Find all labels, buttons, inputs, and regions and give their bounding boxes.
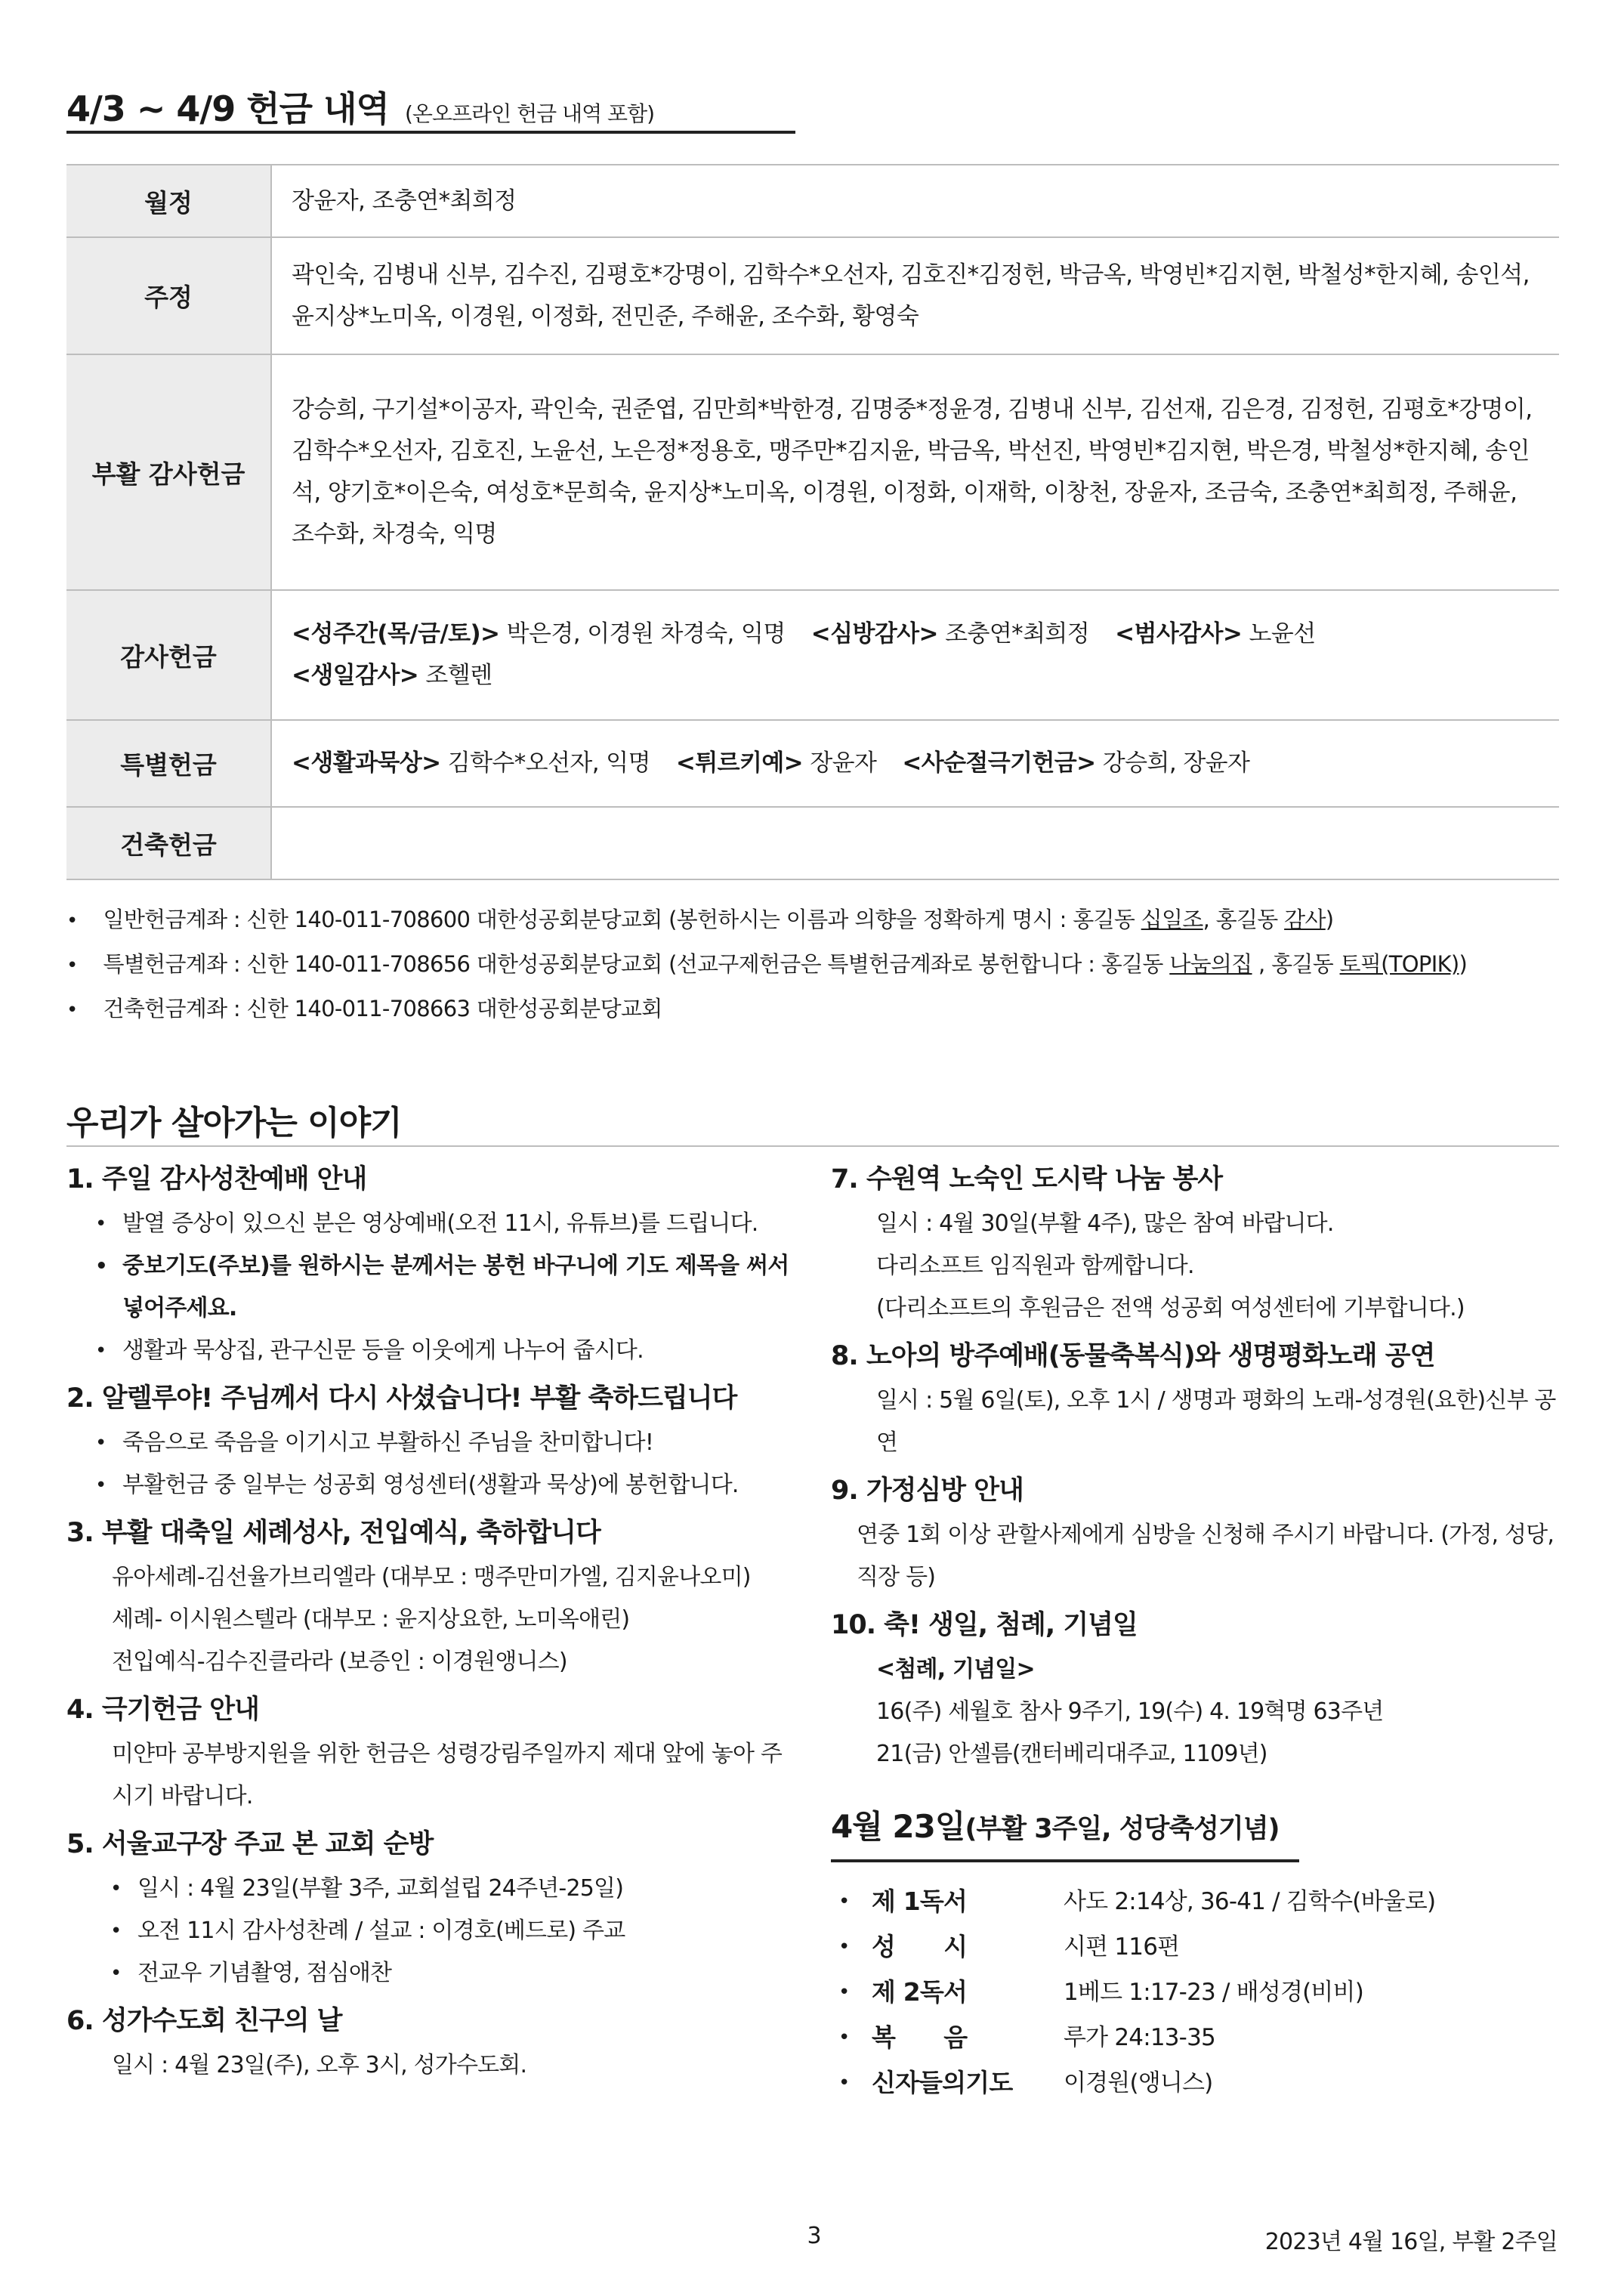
reading-value: 이경원(앵니스) — [1064, 2069, 1213, 2097]
thanks-tag-holyweek: <성주간(목/금/토)> — [292, 620, 500, 647]
item-9-line: 직장 등) — [857, 1564, 936, 1590]
item-4-line: 시기 바랍니다. — [112, 1783, 253, 1809]
special-text-turkiye: 장윤자 — [803, 749, 877, 777]
reading-label: 성 시 — [872, 1932, 968, 1961]
reading-row: • 복 음 루가 24:13-35 — [831, 2015, 1561, 2060]
thanks-text-visit: 조충연*최희정 — [937, 620, 1090, 647]
offering-label-building: 건축헌금 — [66, 807, 271, 879]
offering-value-special — [271, 720, 1559, 807]
story-left-column — [66, 1156, 822, 2087]
offering-value-easter: 강승희, 구기설*이공자, 곽인숙, 권준엽, 김만희*박한경, 김명중*정윤경, 김병내 신부, 김선재, 김은경, 김정헌, 김평호*강명이, 김학수*오선자, 김호진, 노윤선, 노은정*정용호, 맹주만*김지윤, 박금옥, 박선진, 박영빈*김지현, 박은경, 박철성*한지혜, 송인석, 양기호*이은숙, 여성호*문희숙, 윤지상*노미옥, 이경원, 이정화, 이재학, 이창천, 장윤자, 조금숙, 조충연*최희정, 주해윤, 조수화, 차경숙, 익명 — [271, 354, 1559, 590]
special-tag-life: <생활과묵상> — [292, 749, 441, 777]
offering-title-text: 4/3 ~ 4/9 헌금 내역 — [66, 88, 389, 129]
offering-value-building — [271, 807, 1559, 879]
offering-value-thanks — [271, 590, 1559, 720]
account-general-tithe: 십일조 — [1141, 907, 1203, 932]
item-3-heading: 3. 부활 대축일 세례성사, 전입예식, 축하합니다 — [66, 1518, 601, 1548]
item-3-line: 전입예식-김수진클라라 (보증인 : 이경원앵니스) — [112, 1649, 567, 1675]
item-4-line: 미얀마 공부방지원을 위한 헌금은 성령강림주일까지 제대 앞에 놓아 주 — [112, 1741, 783, 1767]
account-building — [66, 987, 1467, 1031]
offering-label-weekly: 주정 — [66, 237, 271, 354]
account-general-sep: , 홍길동 — [1203, 907, 1285, 932]
special-tag-lent: <사순절극기헌금> — [902, 749, 1096, 777]
item-10-line: 21(금) 안셀름(캔터베리대주교, 1109년) — [876, 1741, 1267, 1767]
story-divider — [66, 1145, 1559, 1147]
item-10-heading: 10. 축! 생일, 첨례, 기념일 — [831, 1610, 1138, 1640]
reading-label: 신자들의기도 — [872, 2068, 1013, 2097]
account-special-sep: , 홍길동 — [1252, 951, 1340, 977]
account-building-text: 건축헌금계좌 : 신한 140-011-708663 대한성공회분당교회 — [103, 996, 662, 1021]
account-special-sharing: 나눔의집 — [1169, 951, 1252, 977]
offering-title — [66, 82, 654, 131]
reading-value: 루가 24:13-35 — [1064, 2024, 1215, 2051]
thanks-text-general: 노윤선 — [1242, 620, 1316, 647]
item-7-line: 일시 : 4월 30일(부활 4주), 많은 참여 바랍니다. — [876, 1210, 1334, 1237]
mass-date: 4월 23일 — [831, 1808, 965, 1845]
account-general — [66, 898, 1467, 942]
offering-value-monthly: 장윤자, 조충연*최희정 — [271, 165, 1559, 237]
offering-row — [66, 590, 1559, 720]
reading-row: • 성 시 시편 116편 — [831, 1924, 1561, 1970]
story-title: 우리가 살아가는 이야기 — [66, 1104, 402, 1142]
item-10-subheading: <첨례, 기념일> — [876, 1656, 1035, 1683]
item-10-line: 16(주) 세월호 참사 9주기, 19(수) 4. 19혁명 63주년 — [876, 1698, 1384, 1725]
item-5-bullet: • 전교우 기념촬영, 점심애찬 — [66, 1952, 822, 1995]
reading-label: 제 2독서 — [872, 1977, 968, 2007]
offering-row — [66, 165, 1559, 237]
offering-row — [66, 237, 1559, 354]
account-general-close: ) — [1325, 907, 1334, 932]
page-number: 3 — [807, 2223, 822, 2249]
account-list — [66, 898, 1467, 1031]
offering-value-weekly: 곽인숙, 김병내 신부, 김수진, 김평호*강명이, 김학수*오선자, 김호진*김정헌, 박금옥, 박영빈*김지현, 박철성*한지혜, 송인석, 윤지상*노미옥, 이경원, 이정화, 전민준, 주해윤, 조수화, 황영숙 — [271, 237, 1559, 354]
story-right-column — [831, 1156, 1561, 2106]
item-9-line: 연중 1회 이상 관할사제에게 심방을 신청해 주시기 바랍니다. (가정, 성당, — [857, 1522, 1555, 1548]
offering-row — [66, 720, 1559, 807]
item-6-line: 일시 : 4월 23일(주), 오후 3시, 성가수도회. — [112, 2052, 527, 2078]
reading-value: 시편 116편 — [1064, 1933, 1180, 1961]
thanks-tag-general: <범사감사> — [1115, 620, 1243, 647]
thanks-text-birthday: 조헬렌 — [418, 662, 492, 689]
account-special — [66, 942, 1467, 987]
offering-label-easter: 부활 감사헌금 — [66, 354, 271, 590]
item-4-heading: 4. 극기헌금 안내 — [66, 1695, 259, 1725]
account-general-text: 일반헌금계좌 : 신한 140-011-708600 대한성공회분당교회 (봉헌하시는 이름과 의향을 정확하게 명시 : 홍길동 — [103, 907, 1141, 932]
offering-row — [66, 354, 1559, 590]
item-3-line: 세례- 이시원스텔라 (대부모 : 윤지상요한, 노미옥애린) — [112, 1606, 630, 1633]
item-1-bullet: • 발열 증상이 있으신 분은 영상예배(오전 11시, 유튜브)를 드립니다. — [66, 1203, 822, 1245]
item-3-line: 유아세례-김선율가브리엘라 (대부모 : 맹주만미가엘, 김지윤나오미) — [112, 1564, 751, 1590]
item-5-bullet: • 일시 : 4월 23일(부활 3주, 교회설립 24주년-25일) — [66, 1868, 822, 1910]
account-general-thanks: 감사 — [1284, 907, 1326, 932]
reading-value: 사도 2:14상, 36-41 / 김학수(바울로) — [1064, 1888, 1436, 1915]
item-7-heading: 7. 수원역 노숙인 도시락 나눔 봉사 — [831, 1164, 1223, 1194]
mass-subtitle: (부활 3주일, 성당축성기념) — [965, 1814, 1280, 1844]
item-2-bullet: • 죽음으로 죽음을 이기시고 부활하신 주님을 찬미합니다! — [66, 1422, 822, 1464]
item-7-line: (다리소프트의 후원금은 전액 성공회 여성센터에 기부합니다.) — [876, 1295, 1465, 1321]
reading-label: 제 1독서 — [872, 1887, 968, 1916]
special-text-life: 김학수*오선자, 익명 — [440, 749, 650, 777]
offering-row — [66, 807, 1559, 879]
account-special-close: ) — [1459, 951, 1468, 977]
item-1-bullet: • 생활과 묵상집, 관구신문 등을 이웃에게 나누어 줍시다. — [66, 1330, 822, 1372]
account-special-topik: 토픽(TOPIK) — [1339, 951, 1459, 977]
item-1-bullet-line: 넣어주세요. — [122, 1295, 237, 1321]
item-2-heading: 2. 알렐루야! 주님께서 다시 사셨습니다! 부활 축하드립니다 — [66, 1383, 737, 1414]
offering-subtitle: (온오프라인 헌금 내역 포함) — [405, 101, 655, 126]
reading-row: • 신자들의기도 이경원(앵니스) — [831, 2060, 1561, 2106]
special-tag-turkiye: <튀르키예> — [675, 749, 804, 777]
offering-label-monthly: 월정 — [66, 165, 271, 237]
item-6-heading: 6. 성가수도회 친구의 날 — [66, 2006, 342, 2036]
item-5-bullet: • 오전 11시 감사성찬례 / 설교 : 이경호(베드로) 주교 — [66, 1910, 822, 1952]
footer-date: 2023년 4월 16일, 부활 2주일 — [1264, 2229, 1558, 2255]
reading-row: • 제 1독서 사도 2:14상, 36-41 / 김학수(바울로) — [831, 1879, 1561, 1924]
thanks-text-holyweek: 박은경, 이경원 차경숙, 익명 — [499, 620, 786, 647]
item-9-heading: 9. 가정심방 안내 — [831, 1476, 1023, 1506]
item-2-bullet: • 부활헌금 중 일부는 성공회 영성센터(생활과 묵상)에 봉헌합니다. — [66, 1464, 822, 1507]
thanks-tag-visit: <심방감사> — [810, 620, 938, 647]
offering-label-thanks: 감사헌금 — [66, 590, 271, 720]
mass-title-underline — [831, 1859, 1299, 1862]
item-7-line: 다리소프트 임직원과 함께합니다. — [876, 1253, 1194, 1279]
reading-value: 1베드 1:17-23 / 배성경(비비) — [1064, 1979, 1363, 2006]
item-1-heading: 1. 주일 감사성찬예배 안내 — [66, 1164, 367, 1194]
thanks-tag-birthday: <생일감사> — [292, 662, 419, 689]
item-8-heading: 8. 노아의 방주예배(동물축복식)와 생명평화노래 공연 — [831, 1341, 1435, 1371]
offering-title-underline — [66, 131, 795, 134]
reading-row: • 제 2독서 1베드 1:17-23 / 배성경(비비) — [831, 1970, 1561, 2015]
mass-title — [831, 1804, 1561, 1852]
offering-table — [66, 164, 1559, 880]
item-1-bullet — [66, 1245, 822, 1330]
item-8-line: 일시 : 5월 6일(토), 오후 1시 / 생명과 평화의 노래-성경원(요한)신부 공연 — [876, 1387, 1556, 1456]
reading-label: 복 음 — [872, 2023, 968, 2052]
item-1-bullet-line: 중보기도(주보)를 원하시는 분께서는 봉헌 바구니에 기도 제목을 써서 — [122, 1253, 789, 1279]
special-text-lent: 강승희, 장윤자 — [1095, 749, 1250, 777]
item-5-heading: 5. 서울교구장 주교 본 교회 순방 — [66, 1829, 434, 1859]
account-special-text: 특별헌금계좌 : 신한 140-011-708656 대한성공회분당교회 (선교구제헌금은 특별헌금계좌로 봉헌합니다 : 홍길동 — [103, 951, 1170, 977]
offering-label-special: 특별헌금 — [66, 720, 271, 807]
